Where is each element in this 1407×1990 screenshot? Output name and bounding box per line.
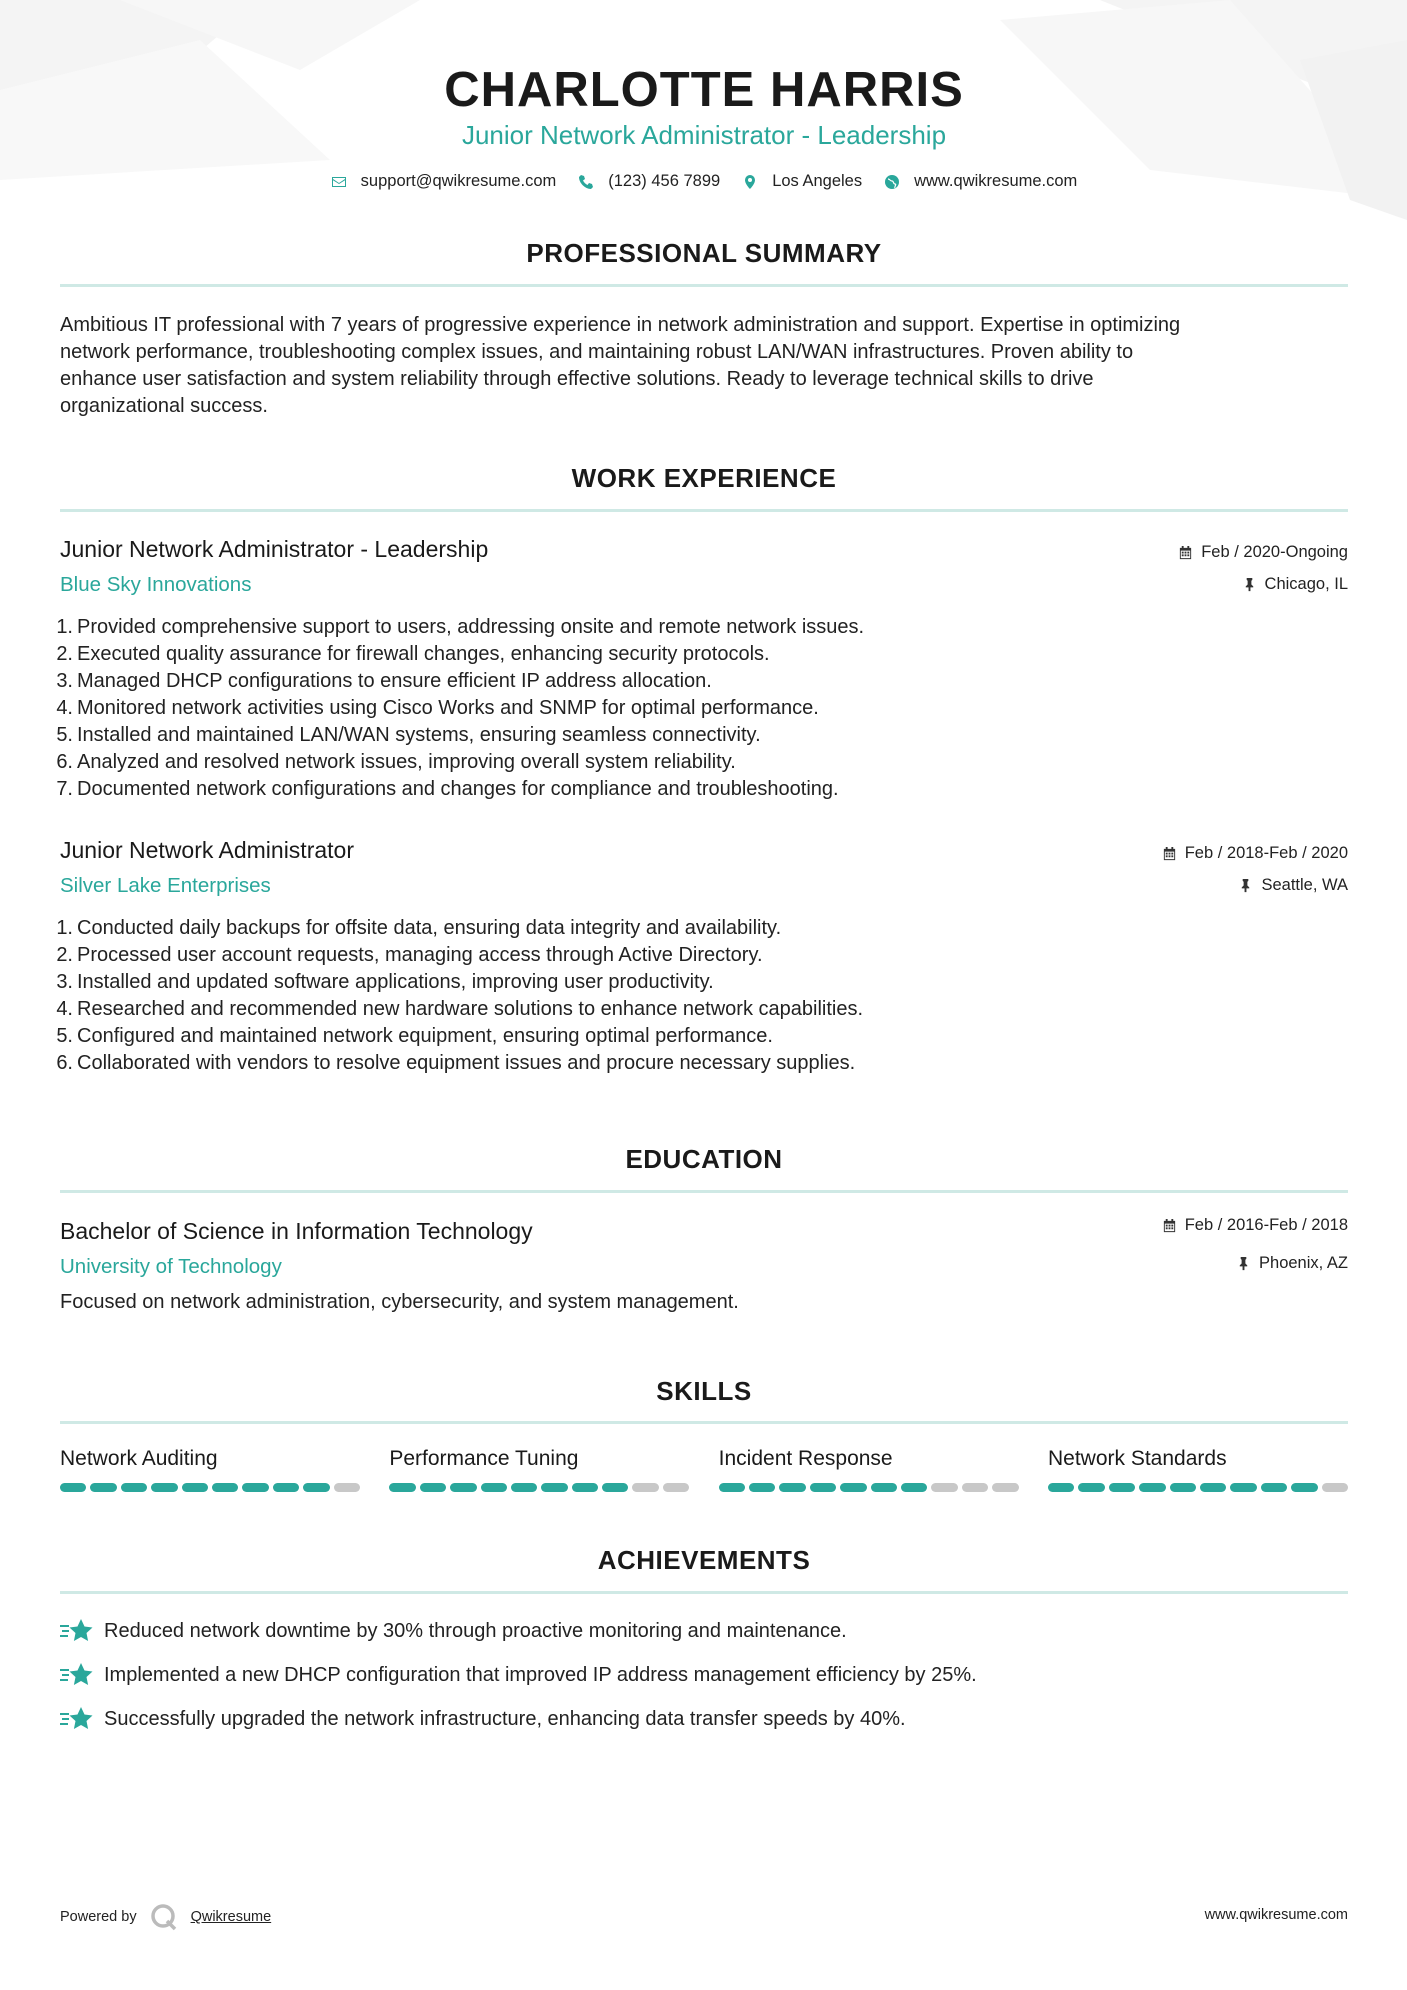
pushpin-icon — [1242, 577, 1257, 592]
achievements-heading: ACHIEVEMENTS — [597, 1545, 811, 1575]
school-name: University of Technology — [60, 1255, 282, 1278]
skill-rating — [389, 1483, 689, 1492]
calendar-icon — [1162, 1218, 1177, 1233]
rating-dot-filled — [420, 1483, 446, 1492]
list-item: 4. Researched and recommended new hardware solutions to enhance network capabilities. — [56, 998, 864, 1020]
experience-divider — [60, 509, 1348, 512]
rating-dot-filled — [389, 1483, 415, 1492]
education-location — [1236, 1254, 1348, 1273]
qwikresume-link[interactable]: Qwikresume — [190, 1909, 272, 1925]
rating-dot-empty — [962, 1483, 988, 1492]
rating-dot-filled — [90, 1483, 116, 1492]
star-icon — [60, 1617, 94, 1645]
education-location-text: Phoenix, AZ — [1259, 1254, 1348, 1272]
job-bullet-list — [56, 915, 1348, 1077]
skills-divider — [60, 1421, 1348, 1424]
footer-powered-by — [60, 1902, 271, 1932]
list-item: 2. Processed user account requests, managing access through Active Directory. — [56, 944, 763, 966]
job-location — [1242, 575, 1348, 594]
achievements-list — [60, 1609, 1348, 1741]
job-location — [1238, 876, 1348, 895]
skill-item — [1048, 1447, 1348, 1492]
rating-dot-filled — [1291, 1483, 1317, 1492]
rating-dot-filled — [779, 1483, 805, 1492]
experience-heading: WORK EXPERIENCE — [571, 463, 837, 493]
rating-dot-filled — [1261, 1483, 1287, 1492]
job-title: Junior Network Administrator — [60, 837, 354, 863]
rating-dot-filled — [871, 1483, 897, 1492]
list-item: 3. Installed and updated software applications, improving user productivity. — [56, 971, 714, 993]
summary-divider — [60, 284, 1348, 287]
education-dates — [1162, 1216, 1348, 1235]
rating-dot-empty — [931, 1483, 957, 1492]
job-bullet-list — [56, 614, 1348, 803]
phone-icon — [578, 174, 594, 190]
contact-bar — [60, 172, 1348, 191]
skill-name: Network Standards — [1047, 1447, 1227, 1470]
map-pin-icon — [742, 174, 758, 190]
candidate-name: CHARLOTTE HARRIS — [444, 63, 964, 117]
globe-icon — [884, 174, 900, 190]
job-company: Silver Lake Enterprises — [60, 874, 271, 897]
rating-dot-filled — [719, 1483, 745, 1492]
rating-dot-filled — [273, 1483, 299, 1492]
rating-dot-empty — [1322, 1483, 1348, 1492]
skill-name: Performance Tuning — [389, 1447, 579, 1470]
list-item: 1. Conducted daily backups for offsite data, ensuring data integrity and availability. — [56, 917, 782, 939]
rating-dot-filled — [212, 1483, 238, 1492]
rating-dot-filled — [242, 1483, 268, 1492]
list-item: 6. Collaborated with vendors to resolve equipment issues and procure necessary supplies. — [56, 1052, 856, 1074]
envelope-icon — [331, 174, 347, 190]
footer-url[interactable]: www.qwikresume.com — [1204, 1907, 1348, 1923]
job-dates — [1178, 543, 1348, 562]
rating-dot-filled — [450, 1483, 476, 1492]
candidate-title: Junior Network Administrator - Leadership — [461, 120, 947, 150]
rating-dot-filled — [481, 1483, 507, 1492]
contact-website[interactable] — [884, 172, 1077, 191]
skill-rating — [719, 1483, 1019, 1492]
calendar-icon — [1162, 846, 1177, 861]
list-item: 1. Provided comprehensive support to users, addressing onsite and remote network issues. — [56, 616, 865, 638]
job-location-text: Seattle, WA — [1261, 876, 1348, 894]
star-icon — [60, 1705, 94, 1733]
rating-dot-filled — [840, 1483, 866, 1492]
degree-title: Bachelor of Science in Information Technology — [60, 1218, 533, 1244]
rating-dot-filled — [602, 1483, 628, 1492]
education-divider — [60, 1190, 1348, 1193]
summary-line: Ambitious IT professional with 7 years of progressive experience in network administration and support. Expertise in optimizing — [60, 314, 1181, 336]
rating-dot-filled — [182, 1483, 208, 1492]
education-description: Focused on network administration, cybersecurity, and system management. — [60, 1291, 739, 1313]
rating-dot-filled — [810, 1483, 836, 1492]
rating-dot-empty — [663, 1483, 689, 1492]
contact-phone-text: (123) 456 7899 — [608, 172, 721, 190]
rating-dot-filled — [1230, 1483, 1256, 1492]
rating-dot-filled — [572, 1483, 598, 1492]
job-title: Junior Network Administrator - Leadership — [60, 536, 489, 562]
skill-item — [60, 1447, 360, 1492]
job-location-text: Chicago, IL — [1264, 575, 1348, 593]
list-item: 2. Executed quality assurance for firewall changes, enhancing security protocols. — [56, 643, 770, 665]
rating-dot-empty — [992, 1483, 1018, 1492]
qwikresume-logo-icon — [149, 1902, 179, 1932]
list-item: 5. Installed and maintained LAN/WAN systems, ensuring seamless connectivity. — [56, 724, 761, 746]
list-item: 6. Analyzed and resolved network issues, improving overall system reliability. — [56, 751, 736, 773]
skill-rating — [1048, 1483, 1348, 1492]
job-company: Blue Sky Innovations — [60, 573, 252, 596]
job-dates — [1162, 844, 1348, 863]
rating-dot-filled — [1078, 1483, 1104, 1492]
contact-website-text: www.qwikresume.com — [914, 172, 1078, 190]
summary-line: organizational success. — [60, 395, 268, 417]
star-icon — [60, 1661, 94, 1689]
skill-name: Network Auditing — [60, 1447, 218, 1470]
job-dates-text: Feb / 2020-Ongoing — [1201, 543, 1348, 561]
education-dates-text: Feb / 2016-Feb / 2018 — [1184, 1216, 1348, 1234]
rating-dot-filled — [1048, 1483, 1074, 1492]
list-item: Implemented a new DHCP configuration that improved IP address management efficiency by 25%. — [60, 1653, 1348, 1697]
rating-dot-filled — [1139, 1483, 1165, 1492]
rating-dot-filled — [511, 1483, 537, 1492]
rating-dot-filled — [303, 1483, 329, 1492]
pushpin-icon — [1236, 1256, 1251, 1271]
summary-line: enhance user satisfaction and system reliability through effective solutions. Ready to leverage technical skills to drive — [60, 368, 1094, 390]
rating-dot-filled — [1109, 1483, 1135, 1492]
job-dates-text: Feb / 2018-Feb / 2020 — [1184, 844, 1348, 862]
list-item: 3. Managed DHCP configurations to ensure efficient IP address allocation. — [56, 670, 712, 692]
contact-email-text: support@qwikresume.com — [360, 172, 557, 190]
skill-rating — [60, 1483, 360, 1492]
list-item: 5. Configured and maintained network equipment, ensuring optimal performance. — [56, 1025, 773, 1047]
skill-name: Incident Response — [718, 1447, 893, 1470]
rating-dot-filled — [541, 1483, 567, 1492]
rating-dot-filled — [151, 1483, 177, 1492]
contact-phone[interactable] — [578, 172, 720, 191]
list-item: Reduced network downtime by 30% through proactive monitoring and maintenance. — [60, 1609, 1348, 1653]
pushpin-icon — [1238, 878, 1253, 893]
rating-dot-filled — [1200, 1483, 1226, 1492]
rating-dot-empty — [632, 1483, 658, 1492]
rating-dot-filled — [901, 1483, 927, 1492]
rating-dot-filled — [60, 1483, 86, 1492]
list-item: 7. Documented network configurations and changes for compliance and troubleshooting. — [56, 778, 839, 800]
list-item: Successfully upgraded the network infrastructure, enhancing data transfer speeds by 40%. — [60, 1697, 1348, 1741]
list-item: 4. Monitored network activities using Cisco Works and SNMP for optimal performance. — [56, 697, 819, 719]
education-heading: EDUCATION — [625, 1144, 783, 1174]
rating-dot-empty — [334, 1483, 360, 1492]
achievements-divider — [60, 1591, 1348, 1594]
skill-item — [389, 1447, 689, 1492]
skills-heading: SKILLS — [656, 1376, 752, 1406]
rating-dot-filled — [1170, 1483, 1196, 1492]
summary-heading: PROFESSIONAL SUMMARY — [526, 238, 882, 268]
contact-email[interactable] — [331, 172, 557, 191]
contact-location — [742, 172, 862, 191]
summary-line: network performance, troubleshooting complex issues, and maintaining robust LAN/WAN infrastructures. Proven ability to — [60, 341, 1134, 363]
summary-text — [60, 312, 1348, 420]
skill-item — [719, 1447, 1019, 1492]
rating-dot-filled — [121, 1483, 147, 1492]
skills-grid — [60, 1447, 1348, 1492]
rating-dot-filled — [749, 1483, 775, 1492]
contact-location-text: Los Angeles — [772, 172, 863, 190]
powered-by-label: Powered by — [60, 1909, 137, 1925]
calendar-icon — [1178, 545, 1193, 560]
